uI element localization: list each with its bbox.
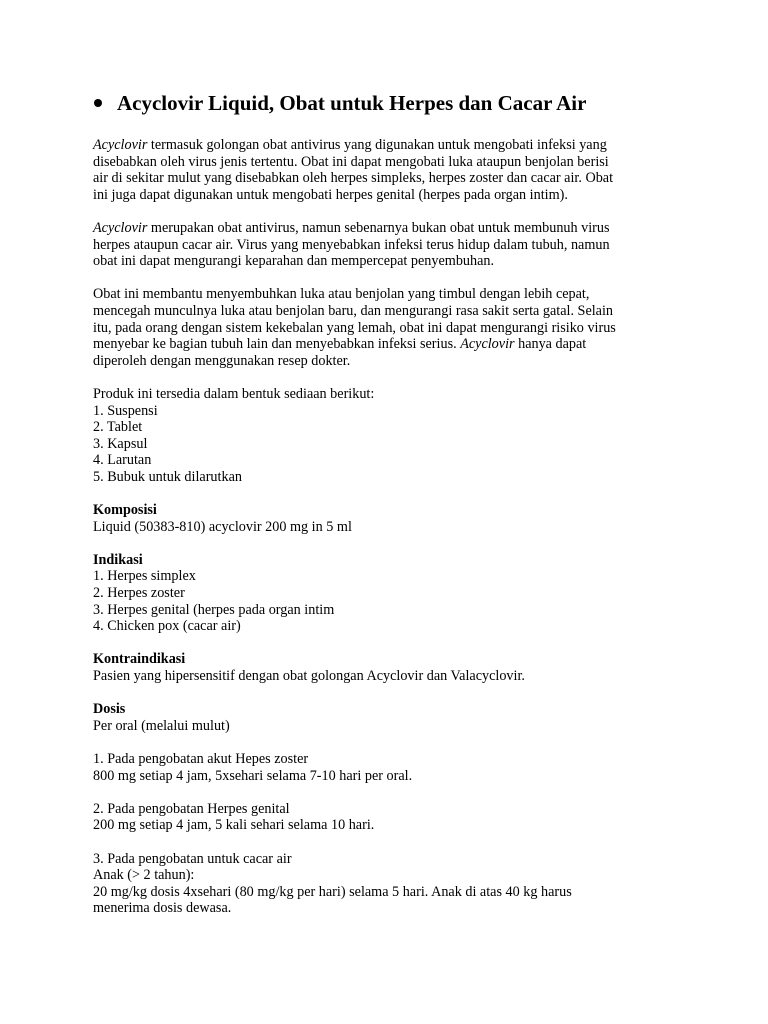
dosis-item-title: 3. Pada pengobatan untuk cacar air <box>93 850 292 867</box>
dosis-item-text: 200 mg setiap 4 jam, 5 kali sehari selama 10 hari. <box>93 817 375 834</box>
list-item: 2. Tablet <box>93 419 143 436</box>
paragraph-line: obat ini dapat mengurangi keparahan dan mempercepat penyembuhan. <box>93 253 495 270</box>
bullet-icon <box>94 99 102 107</box>
drug-name: Acyclovir <box>93 219 148 236</box>
section-kontraindikasi <box>93 651 693 684</box>
dosis-item-text: 20 mg/kg dosis 4xsehari (80 mg/kg per hari) selama 5 hari. Anak di atas 40 kg harus <box>93 883 572 900</box>
section-text: Liquid (50383-810) acyclovir 200 mg in 5 ml <box>93 518 352 535</box>
list-item: 5. Bubuk untuk dilarutkan <box>93 468 242 485</box>
title-text: Acyclovir Liquid, Obat untuk Herpes dan Cacar Air <box>117 91 587 115</box>
list-item: 4. Chicken pox (cacar air) <box>93 618 241 635</box>
paragraph-line <box>93 336 693 353</box>
dosis-item-sub: Anak (> 2 tahun): <box>93 867 195 884</box>
document-page <box>93 90 693 934</box>
paragraph-line: mencegah munculnya luka atau benjolan baru, dan mengurangi rasa sakit serta gatal. Selain <box>93 302 614 319</box>
paragraph-line: itu, pada orang dengan sistem kekebalan yang lemah, obat ini dapat mengurangi risiko virus <box>93 319 616 336</box>
text-span: termasuk golongan obat antivirus yang digunakan untuk mengobati infeksi yang <box>147 137 607 153</box>
section-indikasi <box>93 552 693 635</box>
paragraph-line <box>93 137 693 154</box>
paragraph-line: ini juga dapat digunakan untuk mengobati herpes genital (herpes pada organ intim). <box>93 186 568 203</box>
list-item: 1. Suspensi <box>93 402 158 419</box>
paragraph-benefits <box>93 286 693 369</box>
section-text: Per oral (melalui mulut) <box>93 717 230 734</box>
section-dosis <box>93 701 693 734</box>
paragraph-line: air di sekitar mulut yang disebabkan oleh herpes simpleks, herpes zoster dan cacar air. Obat <box>93 170 614 187</box>
list-item: 2. Herpes zoster <box>93 585 185 602</box>
dosis-item-1 <box>93 751 693 784</box>
paragraph-line: disebabkan oleh virus jenis tertentu. Obat ini dapat mengobati luka ataupun benjolan berisi <box>93 153 609 170</box>
list-item: 3. Herpes genital (herpes pada organ intim <box>93 601 335 618</box>
section-heading: Dosis <box>93 701 126 718</box>
section-komposisi <box>93 502 693 535</box>
section-forms <box>93 386 693 486</box>
document-title <box>93 90 693 116</box>
paragraph-antiviral <box>93 220 693 270</box>
dosis-item-text: 800 mg setiap 4 jam, 5xsehari selama 7-10 hari per oral. <box>93 767 413 784</box>
text-span: merupakan obat antivirus, namun sebenarnya bukan obat untuk membunuh virus <box>147 219 610 236</box>
section-heading: Komposisi <box>93 502 157 519</box>
text-span: hanya dapat <box>514 336 587 353</box>
dosis-item-2 <box>93 801 693 834</box>
dosis-item-title: 2. Pada pengobatan Herpes genital <box>93 800 290 817</box>
paragraph-line: Obat ini membantu menyembuhkan luka atau benjolan yang timbul dengan lebih cepat, <box>93 286 590 303</box>
drug-name: Acyclovir <box>460 336 515 353</box>
dosis-item-title: 1. Pada pengobatan akut Hepes zoster <box>93 750 309 767</box>
paragraph-intro <box>93 137 693 203</box>
section-text: Pasien yang hipersensitif dengan obat golongan Acyclovir dan Valacyclovir. <box>93 668 525 684</box>
paragraph-line: diperoleh dengan menggunakan resep dokter. <box>93 352 351 369</box>
dosis-item-3 <box>93 851 693 917</box>
list-item: 4. Larutan <box>93 452 152 469</box>
text-span: menyebar ke bagian tubuh lain dan menyebabkan infeksi serius. <box>93 336 461 353</box>
section-heading: Indikasi <box>93 551 143 568</box>
dosis-item-text: menerima dosis dewasa. <box>93 900 232 917</box>
list-item: 1. Herpes simplex <box>93 568 196 585</box>
section-heading: Kontraindikasi <box>93 651 186 668</box>
forms-intro: Produk ini tersedia dalam bentuk sediaan berikut: <box>93 385 375 402</box>
drug-name: Acyclovir <box>93 137 148 153</box>
paragraph-line <box>93 220 693 237</box>
paragraph-line: herpes ataupun cacar air. Virus yang menyebabkan infeksi terus hidup dalam tubuh, namun <box>93 236 610 253</box>
list-item: 3. Kapsul <box>93 435 148 452</box>
